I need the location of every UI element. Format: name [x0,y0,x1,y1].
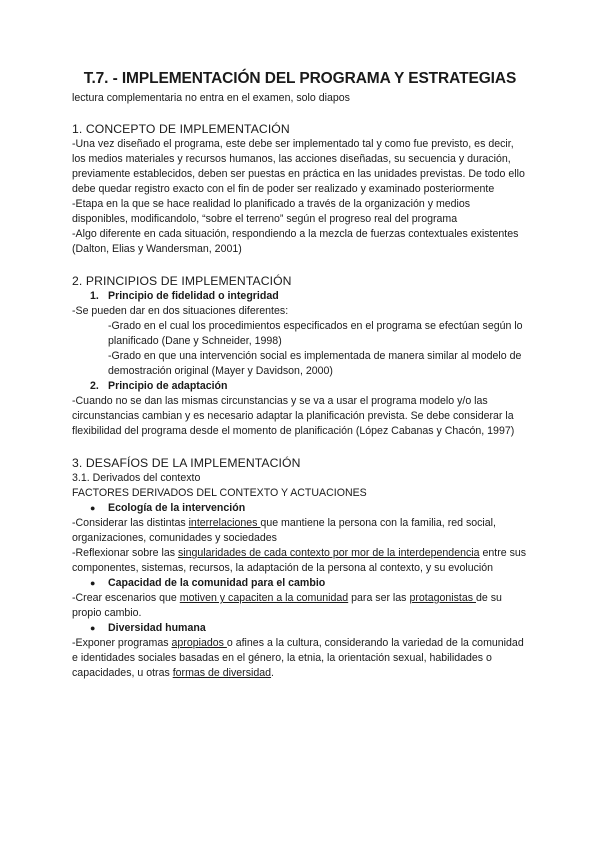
bullet-label: Diversidad humana [108,622,206,634]
underlined-text: motiven y capaciten a la comunidad [179,592,349,604]
underlined-text: interrelaciones [188,517,261,529]
text-run: entre sus componentes, sistemas, recursos, la adaptación de la persona al contexto, y su evolución [72,547,527,574]
item-label: Principio de adaptación [108,380,228,392]
underlined-text: formas de diversidad [172,667,272,679]
bullet-item [72,621,528,636]
section-concepto [72,122,528,257]
numbered-item [72,379,528,394]
section-heading: 3. DESAFÍOS DE LA IMPLEMENTACIÓN [72,456,301,470]
paragraph [72,636,528,681]
bullet-item [72,576,528,591]
text-run: que mantiene la persona con la familia, red social, organizaciones, comunidades y sociedades [72,517,496,544]
text-run: -Reflexionar sobre las [72,547,178,559]
underlined-text: apropiados [171,637,227,649]
text-run: -Crear escenarios que [72,592,180,604]
paragraph: -Algo diferente en cada situación, respondiendo a la mezcla de fuerzas contextuales existentes (Dalton, Elias y Wandersman, 2001) [72,228,519,255]
underlined-text: singularidades de cada contexto por mor de la interdependencia [177,547,480,559]
document-page [72,70,528,681]
page-title: T.7. - IMPLEMENTACIÓN DEL PROGRAMA Y ESTRATEGIAS [83,70,517,87]
section-desafios [72,456,528,681]
bullet-item [72,501,528,516]
paragraph: -Cuando no se dan las mismas circunstancias y se va a usar el programa modelo y/o las circunstancias cambian y es necesario adaptar la planificación prevista. Se debe considerar la flexibilidad del programa desde el momento de planificación (López Cabanas y Chacón, 1997) [72,395,515,437]
paragraph: -Etapa en la que se hace realidad lo planificado a través de la organización y medios disponibles, modificandolo, “sobre el terreno” según el progreso real del programa [72,198,471,225]
page-subtitle: lectura complementaria no entra en el examen, solo diapos [72,92,350,104]
text-run: o afines a la cultura, considerando la variedad de la comunidad e identidades sociales basadas en el género, la etnia, la orientación sexual, habilidades o capacidades, u otras [72,637,524,679]
paragraph [72,591,528,621]
text-run: de su propio cambio. [72,592,502,619]
bullet-label: Ecología de la intervención [108,502,246,514]
bullet-icon: ● [90,578,96,588]
underlined-text: protagonistas [409,592,476,604]
indented-paragraph: -Grado en que una intervención social es implementada de manera similar al modelo de demostración original (Mayer y Davidson, 2000) [108,350,522,377]
bullet-icon: ● [90,623,96,633]
section-heading: 1. CONCEPTO DE IMPLEMENTACIÓN [72,122,290,136]
item-number: 2. [90,380,99,392]
text-run: -Exponer programas [72,637,172,649]
paragraph: -Se pueden dar en dos situaciones diferentes: [72,305,289,317]
subsection-heading: 3.1. Derivados del contexto [72,472,201,484]
text-run: para ser las [348,592,410,604]
indented-paragraph: -Grado en el cual los procedimientos especificados en el programa se efectúan según lo planificado (Dane y Schneider, 1998) [108,320,523,347]
bullet-icon: ● [90,503,96,513]
item-label: Principio de fidelidad o integridad [108,290,279,302]
text-run: -Considerar las distintas [72,517,189,529]
text-run: . [271,667,274,679]
paragraph [72,546,528,576]
factors-heading: FACTORES DERIVADOS DEL CONTEXTO Y ACTUACIONES [72,487,367,499]
numbered-item [72,289,528,304]
item-number: 1. [90,290,99,302]
paragraph [72,516,528,546]
bullet-label: Capacidad de la comunidad para el cambio [108,577,326,589]
section-principios [72,274,528,439]
section-heading: 2. PRINCIPIOS DE IMPLEMENTACIÓN [72,274,292,288]
paragraph: -Una vez diseñado el programa, este debe ser implementado tal y como fue previsto, es decir, los medios materiales y recursos humanos, las acciones diseñadas, su secuencia y duración, previamente establecidos, deben ser puestas en práctica en las unidades previstas. De todo ello debe quedar registro exacto con el fin de poder ser realizado y examinado posteriormente [72,138,525,195]
